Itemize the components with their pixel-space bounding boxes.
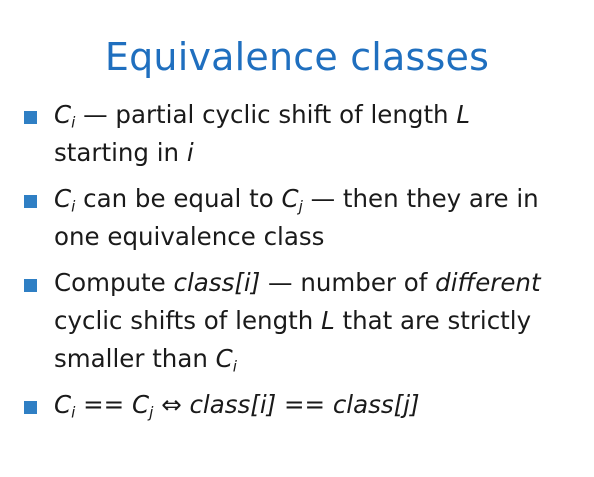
- bullet-3-line-2: cyclic shifts of length L that are strictly: [54, 306, 532, 335]
- bullet-4-line-1: $C_i == C_j$ ⇔ class[i] == class[j]: [54, 390, 420, 422]
- bullet-list: [0, 96, 594, 432]
- bullet-2-line-2: one equivalence class: [54, 222, 325, 251]
- bullet-3-line-3: smaller than $C_i$: [54, 344, 237, 376]
- emphasis-different: different: [435, 268, 541, 297]
- square-bullet-icon: [24, 111, 37, 124]
- bullet-item-3: [0, 264, 594, 378]
- math-c: $C_j$: [281, 184, 303, 216]
- square-bullet-icon: [24, 279, 37, 292]
- math-class-i: class[i]: [189, 390, 277, 419]
- math-class-j: class[j]: [332, 390, 420, 419]
- square-bullet-icon: [24, 401, 37, 414]
- slide-title: Equivalence classes: [104, 35, 490, 80]
- math-l: L: [456, 100, 471, 129]
- math-c: $C_i$: [215, 344, 237, 376]
- bullet-1-line-2: starting in i: [54, 138, 194, 167]
- square-bullet-icon: [24, 195, 37, 208]
- math-c: $C_i$: [54, 184, 76, 216]
- bullet-item-2: [0, 180, 594, 256]
- math-c: $C_i$: [54, 390, 76, 422]
- math-class-i: class[i]: [173, 268, 261, 297]
- math-c: $C_j$: [131, 390, 154, 422]
- math-c: $C_i$: [54, 100, 76, 132]
- bullet-item-1: [0, 96, 594, 172]
- bullet-1-line-1: $C_i$ — partial cyclic shift of length L: [54, 100, 471, 132]
- bullet-item-4: [0, 386, 594, 424]
- math-l: L: [321, 306, 335, 335]
- bullet-2-line-1: $C_i$ can be equal to $C_j$ — then they are in: [54, 184, 539, 216]
- math-i: i: [186, 138, 194, 167]
- bullet-3-line-1: Compute class[i] — number of different: [54, 268, 541, 297]
